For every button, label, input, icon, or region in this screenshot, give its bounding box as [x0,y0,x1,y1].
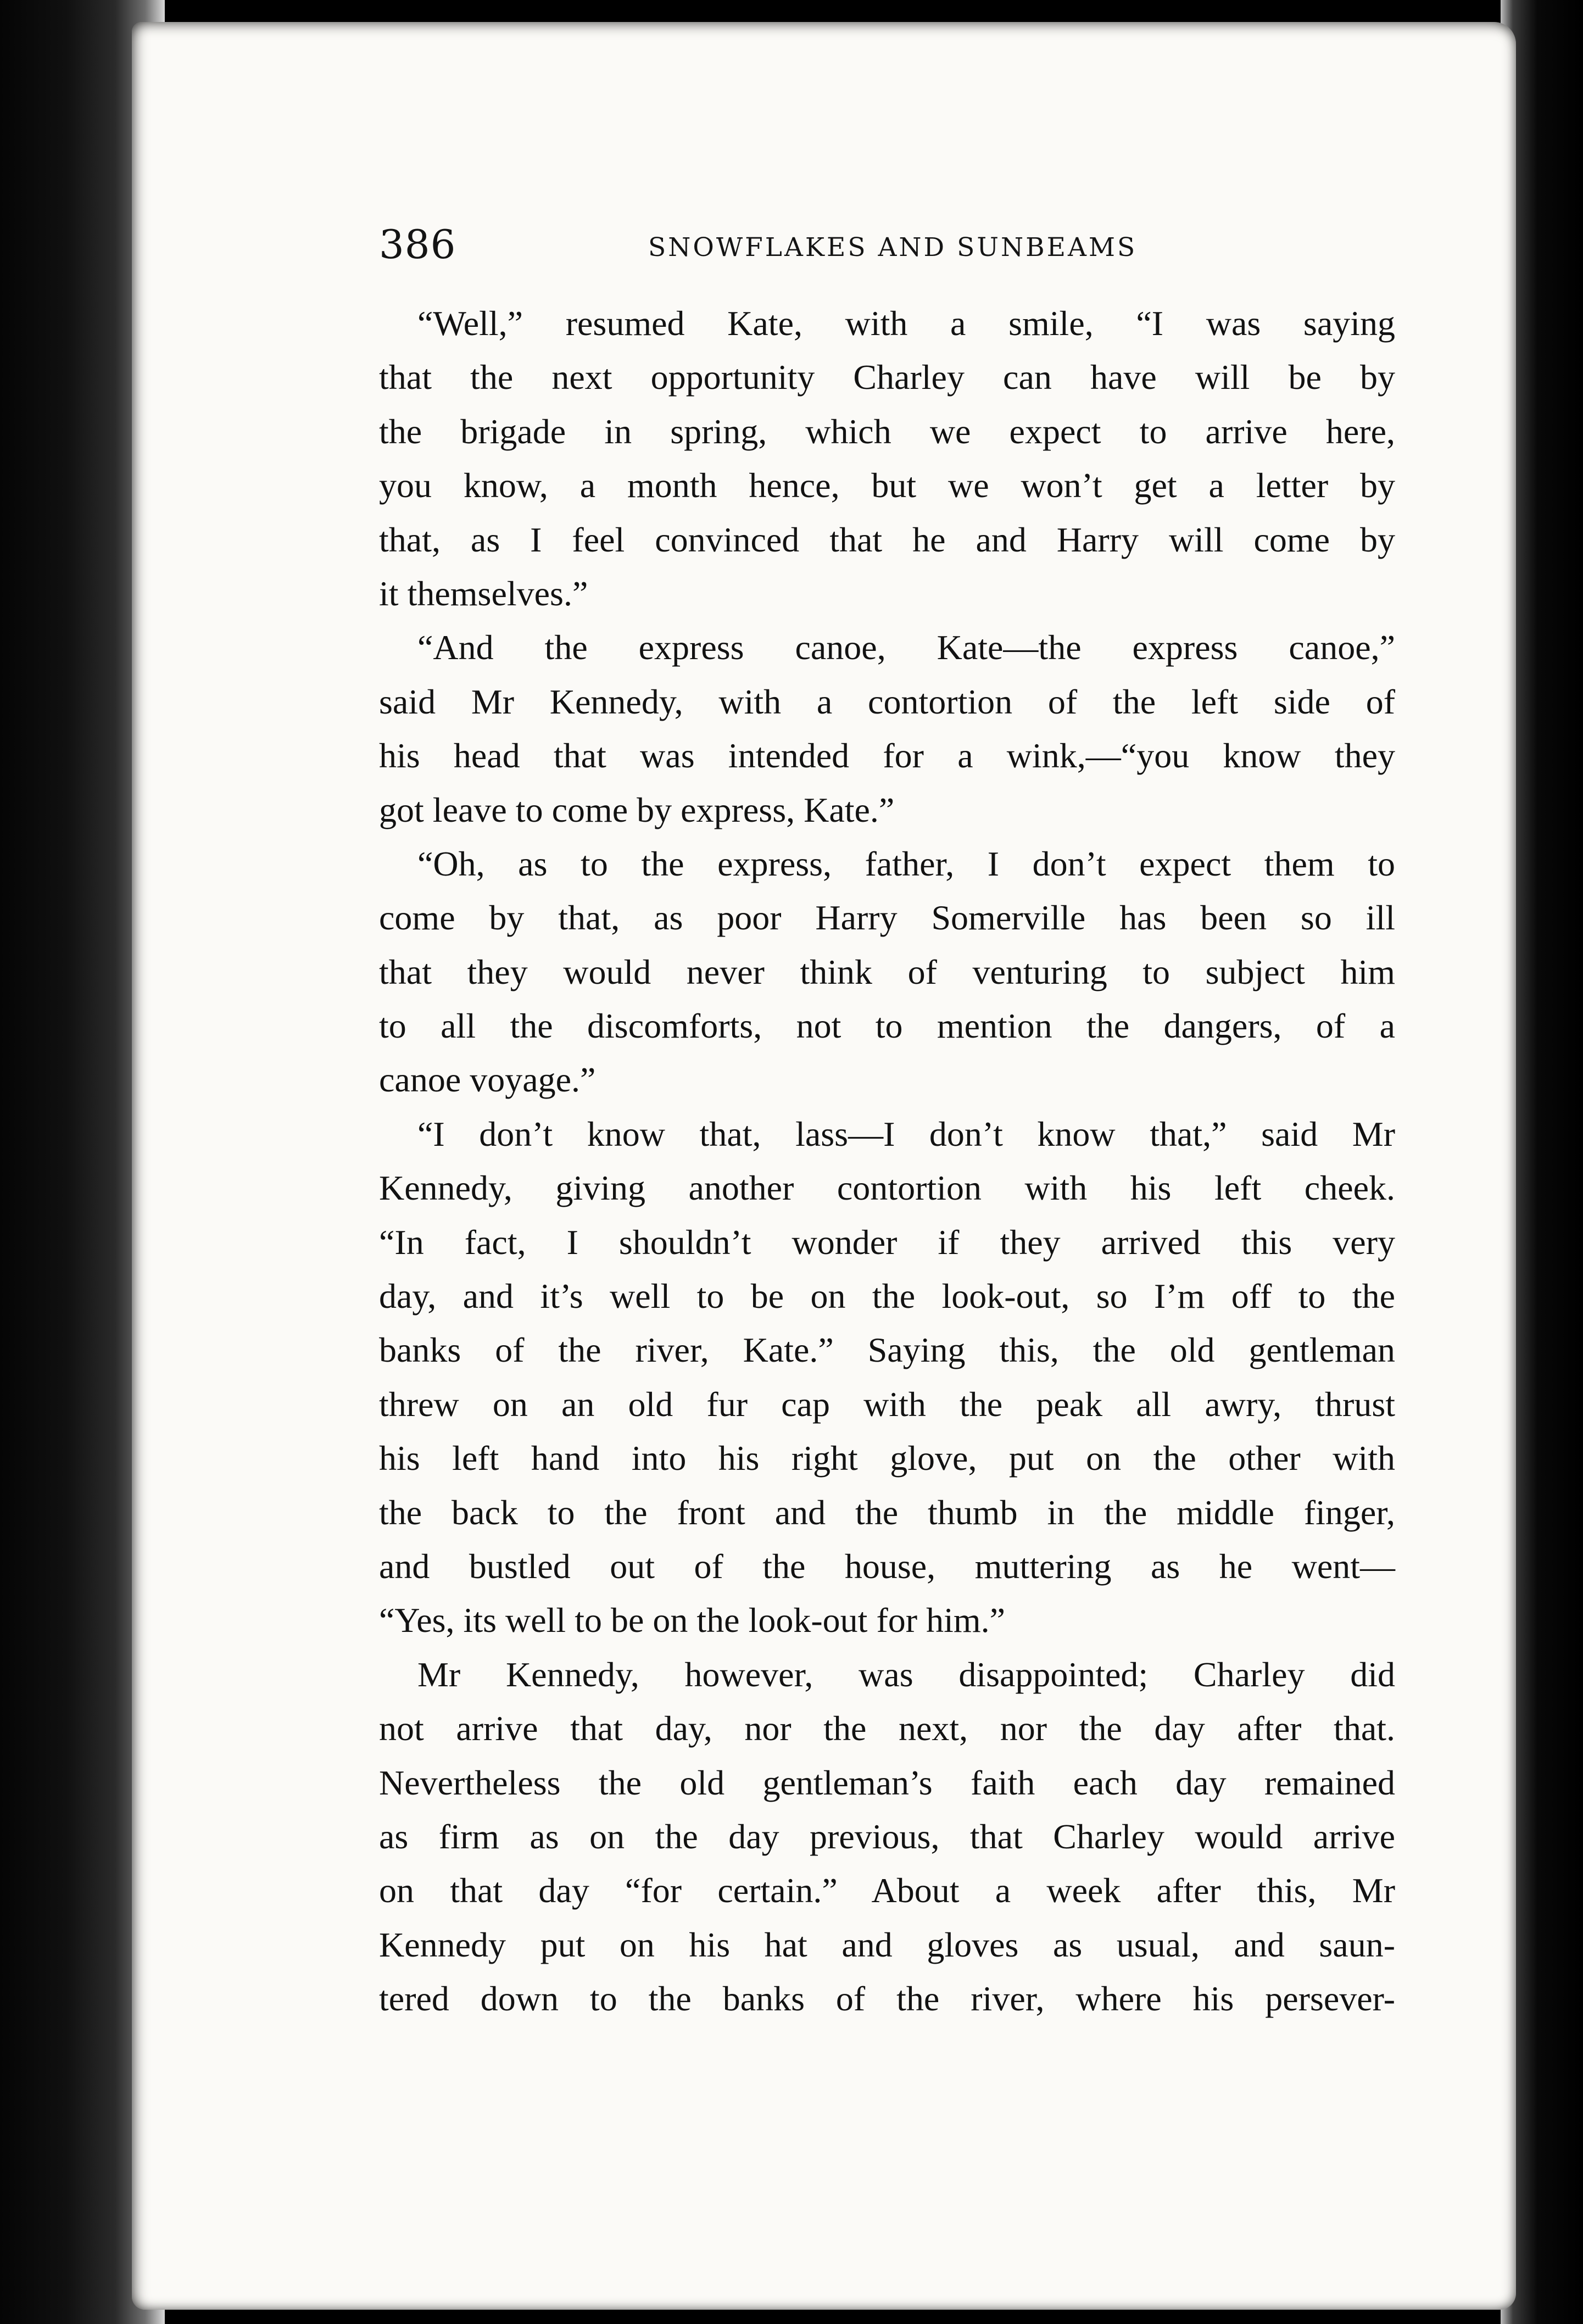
text-line: come by that, as poor Harry Somerville has been so ill [379,898,1395,938]
text-line: got leave to come by express, Kate.” [379,790,895,829]
text-line: said Mr Kennedy, with a contortion of the left side of [379,682,1395,721]
text-line: the back to the front and the thumb in the middle finger, [379,1492,1395,1532]
text-line: that, as I feel convinced that he and Harry will come by [379,520,1395,559]
text-line: Kennedy put on his hat and gloves as usual, and saun- [379,1925,1395,1964]
text-line: you know, a month hence, but we won’t get a letter by [379,466,1395,505]
text-line: banks of the river, Kate.” Saying this, the old gentleman [379,1330,1395,1370]
text-line: “I don’t know that, lass—I don’t know that,” said Mr [417,1114,1395,1153]
text-line: Mr Kennedy, however, was disappointed; Charley did [417,1654,1395,1694]
text-line: that the next opportunity Charley can have will be by [379,358,1395,397]
text-line: on that day “for certain.” About a week after this, Mr [379,1871,1395,1910]
text-line: to all the discomforts, not to mention the dangers, of a [379,1006,1395,1046]
text-line: “Yes, its well to be on the look-out for him.” [379,1601,1006,1640]
text-line: Kennedy, giving another contortion with his left cheek. [379,1168,1395,1208]
text-line: “In fact, I shouldn’t wonder if they arrived this very [379,1222,1395,1262]
text-line: as firm as on the day previous, that Charley would arrive [379,1816,1395,1856]
text-line: tered down to the banks of the river, where his persever- [379,1979,1395,2019]
text-line: and bustled out of the house, muttering as he went— [379,1546,1395,1586]
text-line: threw on an old fur cap with the peak all awry, thrust [379,1384,1395,1424]
text-line: not arrive that day, nor the next, nor the day after that. [379,1709,1395,1748]
text-line: Nevertheless the old gentleman’s faith each day remained [379,1763,1395,1802]
text-line: canoe voyage.” [379,1060,596,1100]
text-line: his left hand into his right glove, put on the other with [379,1439,1395,1478]
body-text [379,297,1395,2026]
text-line: it themselves.” [379,573,588,613]
text-line: the brigade in spring, which we expect to arrive here, [379,411,1395,451]
text-line: day, and it’s well to be on the look-out, so I’m off to the [379,1277,1395,1316]
running-head: SNOWFLAKES AND SUNBEAMS [648,232,1138,263]
text-line: “And the express canoe, Kate—the express canoe,” [417,628,1395,667]
text-line: “Oh, as to the express, father, I don’t expect them to [417,844,1395,883]
page-number: 386 [379,221,456,267]
text-line: “Well,” resumed Kate, with a smile, “I was saying [417,304,1395,343]
text-line: that they would never think of venturing to subject him [379,952,1395,991]
page-header [379,220,1434,275]
text-line: his head that was intended for a wink,—“you know they [379,736,1395,776]
